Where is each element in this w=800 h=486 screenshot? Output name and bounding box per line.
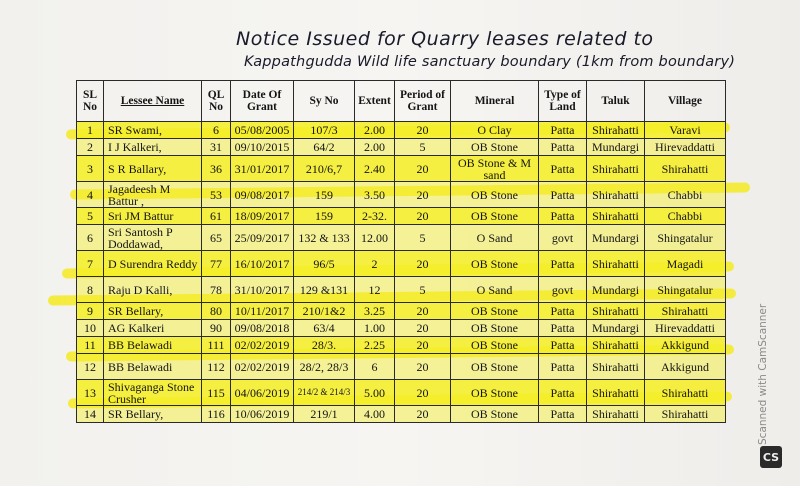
header-ql-no: QL No [202,81,231,122]
table-row [77,208,726,225]
cell-extent: 2.25 [355,337,395,354]
cell-taluk: Shirahatti [587,122,645,139]
cell-taluk: Mundargi [587,225,645,251]
cell-date-of-grant: 05/08/2005 [231,122,294,139]
table-row [77,303,726,320]
table-row [77,225,726,251]
cell-lessee-name: SR Swami, [104,122,202,139]
cell-ql-no: 36 [202,156,231,182]
cell-sy-no: 132 & 133 [294,225,355,251]
table-row [77,122,726,139]
cell-period-of-grant: 20 [395,251,451,277]
table-header-row [77,81,726,122]
cell-ql-no: 6 [202,122,231,139]
cell-period-of-grant: 20 [395,380,451,406]
cell-sl-no: 8 [77,277,104,303]
cell-date-of-grant: 31/01/2017 [231,156,294,182]
cell-ql-no: 116 [202,406,231,423]
cell-type-of-land: Patta [539,337,587,354]
cell-ql-no: 31 [202,139,231,156]
cell-sy-no: 219/1 [294,406,355,423]
cell-date-of-grant: 25/09/2017 [231,225,294,251]
cell-village: Shirahatti [645,303,726,320]
cell-period-of-grant: 20 [395,303,451,320]
cell-extent: 2.40 [355,156,395,182]
cell-ql-no: 53 [202,182,231,208]
cell-period-of-grant: 20 [395,354,451,380]
cell-village: Shirahatti [645,380,726,406]
cell-date-of-grant: 18/09/2017 [231,208,294,225]
cell-type-of-land: Patta [539,406,587,423]
cell-type-of-land: Patta [539,303,587,320]
cell-extent: 4.00 [355,406,395,423]
cell-period-of-grant: 5 [395,139,451,156]
cell-ql-no: 112 [202,354,231,380]
cell-sl-no: 11 [77,337,104,354]
cell-mineral: OB Stone [451,182,539,208]
cell-extent: 6 [355,354,395,380]
cell-sl-no: 14 [77,406,104,423]
cell-sy-no: 159 [294,182,355,208]
cell-lessee-name: BB Belawadi [104,337,202,354]
cell-type-of-land: Patta [539,156,587,182]
cell-sy-no: 210/1&2 [294,303,355,320]
cell-lessee-name: Raju D Kalli, [104,277,202,303]
table-row [77,251,726,277]
cell-type-of-land: Patta [539,182,587,208]
cell-ql-no: 61 [202,208,231,225]
cell-village: Varavi [645,122,726,139]
quarry-leases-table [76,80,726,423]
cell-ql-no: 65 [202,225,231,251]
cell-lessee-name: Sri JM Battur [104,208,202,225]
cell-taluk: Mundargi [587,320,645,337]
cell-sl-no: 5 [77,208,104,225]
cell-mineral: OB Stone & M sand [451,156,539,182]
cell-sy-no: 64/2 [294,139,355,156]
cell-type-of-land: Patta [539,320,587,337]
cell-sl-no: 13 [77,380,104,406]
cell-period-of-grant: 20 [395,156,451,182]
cell-extent: 3.25 [355,303,395,320]
cell-taluk: Shirahatti [587,156,645,182]
cell-taluk: Shirahatti [587,208,645,225]
cell-village: Shingatalur [645,225,726,251]
cell-mineral: O Sand [451,225,539,251]
cell-sl-no: 12 [77,354,104,380]
cell-mineral: OB Stone [451,139,539,156]
cell-period-of-grant: 20 [395,320,451,337]
cell-village: Shirahatti [645,156,726,182]
cell-sy-no: 28/3. [294,337,355,354]
cell-date-of-grant: 16/10/2017 [231,251,294,277]
cell-taluk: Shirahatti [587,406,645,423]
handwritten-title-line1: Notice Issued for Quarry leases related to [236,28,654,50]
cell-extent: 2-32. [355,208,395,225]
header-date-of-grant: Date Of Grant [231,81,294,122]
cell-date-of-grant: 02/02/2019 [231,354,294,380]
cell-type-of-land: govt [539,225,587,251]
cell-date-of-grant: 31/10/2017 [231,277,294,303]
table-row [77,277,726,303]
cell-date-of-grant: 04/06/2019 [231,380,294,406]
cell-ql-no: 90 [202,320,231,337]
camscanner-logo: CS [760,446,782,468]
cell-extent: 2.00 [355,139,395,156]
cell-village: Chabbi [645,208,726,225]
cell-type-of-land: Patta [539,380,587,406]
cell-mineral: OB Stone [451,337,539,354]
cell-village: Chabbi [645,182,726,208]
cell-sl-no: 7 [77,251,104,277]
cell-lessee-name: SR Bellary, [104,406,202,423]
cell-taluk: Shirahatti [587,337,645,354]
table-row [77,320,726,337]
cell-extent: 12.00 [355,225,395,251]
cell-lessee-name: Jagadeesh M Battur , [104,182,202,208]
cell-type-of-land: Patta [539,122,587,139]
cell-period-of-grant: 20 [395,208,451,225]
cell-village: Hirevaddatti [645,139,726,156]
cell-village: Magadi [645,251,726,277]
cell-period-of-grant: 5 [395,225,451,251]
cell-period-of-grant: 20 [395,406,451,423]
cell-ql-no: 111 [202,337,231,354]
cell-period-of-grant: 20 [395,182,451,208]
cell-date-of-grant: 02/02/2019 [231,337,294,354]
table-row [77,182,726,208]
cell-village: Akkigund [645,337,726,354]
header-taluk: Taluk [587,81,645,122]
table-row [77,337,726,354]
cell-ql-no: 77 [202,251,231,277]
cell-sy-no: 28/2, 28/3 [294,354,355,380]
cell-sl-no: 1 [77,122,104,139]
cell-date-of-grant: 09/08/2018 [231,320,294,337]
cell-extent: 5.00 [355,380,395,406]
cell-lessee-name: Shivaganga Stone Crusher [104,380,202,406]
cell-taluk: Mundargi [587,139,645,156]
table-row [77,406,726,423]
table-body [77,122,726,423]
header-type-of-land: Type of Land [539,81,587,122]
cell-mineral: OB Stone [451,251,539,277]
cell-type-of-land: Patta [539,251,587,277]
cell-date-of-grant: 09/08/2017 [231,182,294,208]
header-period-of-grant: Period of Grant [395,81,451,122]
table-row [77,354,726,380]
cell-period-of-grant: 5 [395,277,451,303]
cell-sl-no: 4 [77,182,104,208]
cell-lessee-name: I J Kalkeri, [104,139,202,156]
cell-mineral: OB Stone [451,406,539,423]
cell-lessee-name: AG Kalkeri [104,320,202,337]
header-village: Village [645,81,726,122]
cell-taluk: Shirahatti [587,354,645,380]
cell-lessee-name: S R Ballary, [104,156,202,182]
handwritten-title-line2: Kappathgudda Wild life sanctuary boundary (1km from boundary) [244,54,736,70]
cell-taluk: Shirahatti [587,303,645,320]
header-sl-no: SL No [77,81,104,122]
header-mineral: Mineral [451,81,539,122]
cell-mineral: OB Stone [451,354,539,380]
scanner-watermark: Scanned with CamScanner [757,303,769,445]
cell-taluk: Shirahatti [587,380,645,406]
cell-sl-no: 10 [77,320,104,337]
cell-taluk: Mundargi [587,277,645,303]
cell-date-of-grant: 09/10/2015 [231,139,294,156]
cell-mineral: OB Stone [451,380,539,406]
cell-date-of-grant: 10/11/2017 [231,303,294,320]
header-lessee-name: Lessee Name [104,81,202,122]
cell-sl-no: 9 [77,303,104,320]
table-row [77,380,726,406]
cell-village: Shingatalur [645,277,726,303]
cell-sy-no: 214/2 & 214/3 [294,380,355,406]
cell-type-of-land: Patta [539,354,587,380]
cell-sy-no: 159 [294,208,355,225]
cell-date-of-grant: 10/06/2019 [231,406,294,423]
cell-taluk: Shirahatti [587,251,645,277]
cell-mineral: OB Stone [451,303,539,320]
cell-mineral: OB Stone [451,320,539,337]
cell-village: Shirahatti [645,406,726,423]
cell-type-of-land: govt [539,277,587,303]
cell-extent: 2.00 [355,122,395,139]
cell-extent: 2 [355,251,395,277]
cell-period-of-grant: 20 [395,122,451,139]
cell-sy-no: 63/4 [294,320,355,337]
cell-period-of-grant: 20 [395,337,451,354]
cell-sy-no: 210/6,7 [294,156,355,182]
cell-mineral: O Sand [451,277,539,303]
cell-village: Hirevaddatti [645,320,726,337]
header-extent: Extent [355,81,395,122]
cell-sl-no: 3 [77,156,104,182]
cell-lessee-name: BB Belawadi [104,354,202,380]
table-row [77,156,726,182]
cell-type-of-land: Patta [539,208,587,225]
cell-extent: 3.50 [355,182,395,208]
cell-sl-no: 6 [77,225,104,251]
cell-ql-no: 115 [202,380,231,406]
cell-mineral: OB Stone [451,208,539,225]
cell-sl-no: 2 [77,139,104,156]
header-sy-no: Sy No [294,81,355,122]
cell-ql-no: 78 [202,277,231,303]
cell-sy-no: 96/5 [294,251,355,277]
cell-village: Akkigund [645,354,726,380]
cell-type-of-land: Patta [539,139,587,156]
cell-ql-no: 80 [202,303,231,320]
cell-mineral: O Clay [451,122,539,139]
cell-lessee-name: Sri Santosh P Doddawad, [104,225,202,251]
cell-taluk: Shirahatti [587,182,645,208]
cell-lessee-name: SR Bellary, [104,303,202,320]
table-row [77,139,726,156]
cell-extent: 12 [355,277,395,303]
cell-sy-no: 129 &131 [294,277,355,303]
cell-extent: 1.00 [355,320,395,337]
cell-sy-no: 107/3 [294,122,355,139]
cell-lessee-name: D Surendra Reddy [104,251,202,277]
